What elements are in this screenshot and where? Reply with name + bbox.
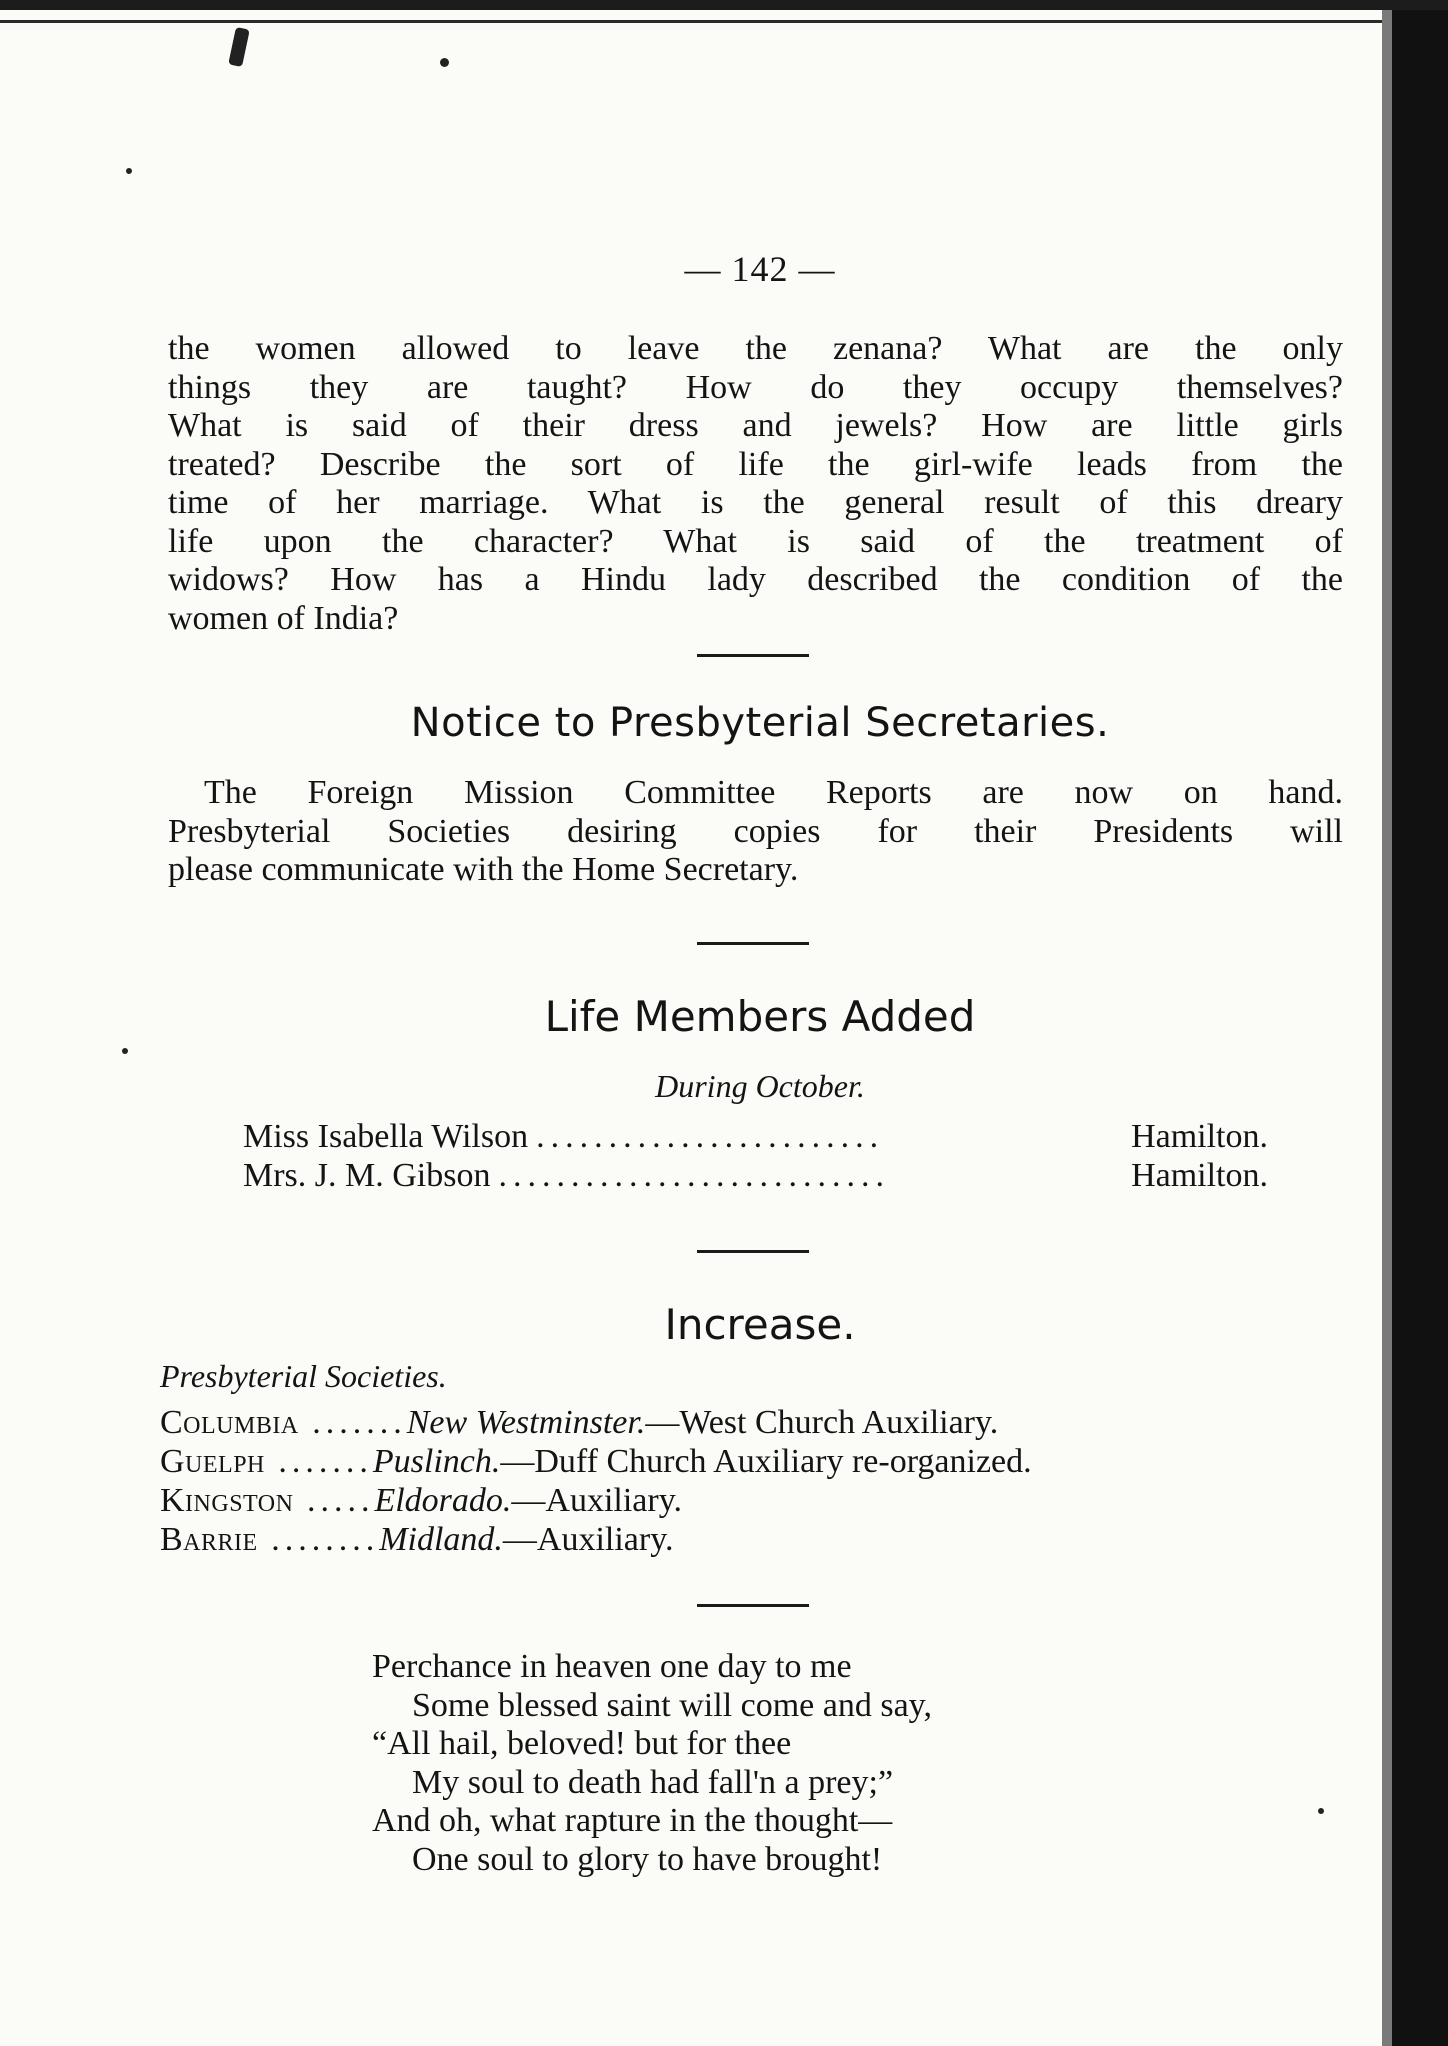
- poem-line: Some blessed saint will come and say,: [412, 1686, 932, 1724]
- paragraph-line: Presbyterial Societies desiring copies for their Presidents will: [168, 812, 1343, 850]
- paragraph-line: widows? How has a Hindu lady described the condition of the: [168, 561, 1343, 598]
- society-place: Puslinch.: [372, 1443, 501, 1480]
- life-members-title: Life Members Added: [544, 992, 976, 1041]
- presbytery-name: Barrie: [160, 1521, 258, 1558]
- member-name: Mrs. J. M. Gibson: [243, 1157, 491, 1194]
- poem-line: And oh, what rapture in the thought—: [372, 1802, 893, 1839]
- poem-line: “All hail, beloved! but for thee: [372, 1725, 792, 1762]
- section-divider: [697, 942, 809, 945]
- society-row: [160, 1521, 674, 1559]
- presbytery-name: Kingston: [160, 1482, 294, 1519]
- top-border-thin: [0, 20, 1448, 23]
- paragraph-line: women of India?: [168, 599, 399, 637]
- presbytery-name: Guelph: [160, 1443, 265, 1480]
- leader-dots: .......: [264, 1443, 373, 1480]
- poem: [372, 1648, 932, 1879]
- notice-title: Notice to Presbyterial Secretaries.: [410, 700, 1110, 746]
- leader-dots: ........................: [536, 1118, 885, 1155]
- ink-mark: [228, 27, 250, 67]
- increase-title: Increase.: [664, 1300, 856, 1349]
- ink-dot: [126, 168, 132, 174]
- society-detail: —Auxiliary.: [502, 1521, 674, 1558]
- society-place: New Westminster.: [406, 1404, 646, 1441]
- member-row: [243, 1118, 1268, 1156]
- paragraph-line: treated? Describe the sort of life the girl-wife leads from the: [168, 445, 1343, 483]
- paragraph-line: life upon the character? What is said of the treatment of: [168, 522, 1343, 560]
- member-place: Hamilton.: [1131, 1118, 1268, 1155]
- leader-dots: ...........................: [498, 1157, 890, 1194]
- top-border: [0, 0, 1448, 10]
- leader-dots: .....: [293, 1482, 375, 1519]
- society-place: Eldorado.: [374, 1482, 512, 1519]
- section-divider: [697, 1604, 809, 1607]
- paragraph-line: please communicate with the Home Secretary.: [168, 851, 799, 888]
- ink-dot: [122, 1048, 128, 1054]
- paragraph-line: the women allowed to leave the zenana? What are the only: [168, 330, 1343, 367]
- poem-line: My soul to death had fall'n a prey;”: [412, 1763, 894, 1801]
- member-row: [243, 1157, 1268, 1195]
- societies-label: Presbyterial Societies.: [160, 1358, 447, 1394]
- society-detail: —Auxiliary.: [511, 1482, 683, 1519]
- leader-dots: .......: [298, 1404, 407, 1441]
- ink-dot: [440, 58, 449, 67]
- society-row: [160, 1443, 1032, 1481]
- paragraph-line: things they are taught? How do they occupy themselves?: [168, 368, 1343, 406]
- society-row: [160, 1482, 682, 1520]
- paragraph-line: time of her marriage. What is the general result of this dreary: [168, 484, 1343, 521]
- intro-paragraph: [168, 330, 1343, 638]
- section-divider: [697, 1250, 809, 1253]
- paragraph-line: The Foreign Mission Committee Reports are now on hand.: [204, 774, 1343, 811]
- paragraph-line: What is said of their dress and jewels? How are little girls: [168, 407, 1343, 444]
- leader-dots: ........: [257, 1521, 380, 1558]
- poem-line: One soul to glory to have brought!: [412, 1840, 883, 1878]
- member-place: Hamilton.: [1131, 1157, 1268, 1194]
- society-detail: —Duff Church Auxiliary re-organized.: [500, 1443, 1032, 1480]
- society-place: Midland.: [379, 1521, 503, 1558]
- society-row: [160, 1404, 998, 1442]
- member-name: Miss Isabella Wilson: [243, 1118, 529, 1155]
- presbytery-name: Columbia: [160, 1404, 299, 1441]
- notice-paragraph: [168, 774, 1343, 890]
- society-detail: —West Church Auxiliary.: [645, 1404, 999, 1441]
- ink-dot: [1318, 1808, 1324, 1814]
- page-number: — 142 —: [684, 249, 836, 289]
- section-divider: [697, 654, 809, 657]
- poem-line: Perchance in heaven one day to me: [372, 1648, 852, 1685]
- life-members-subtitle: During October.: [655, 1068, 865, 1104]
